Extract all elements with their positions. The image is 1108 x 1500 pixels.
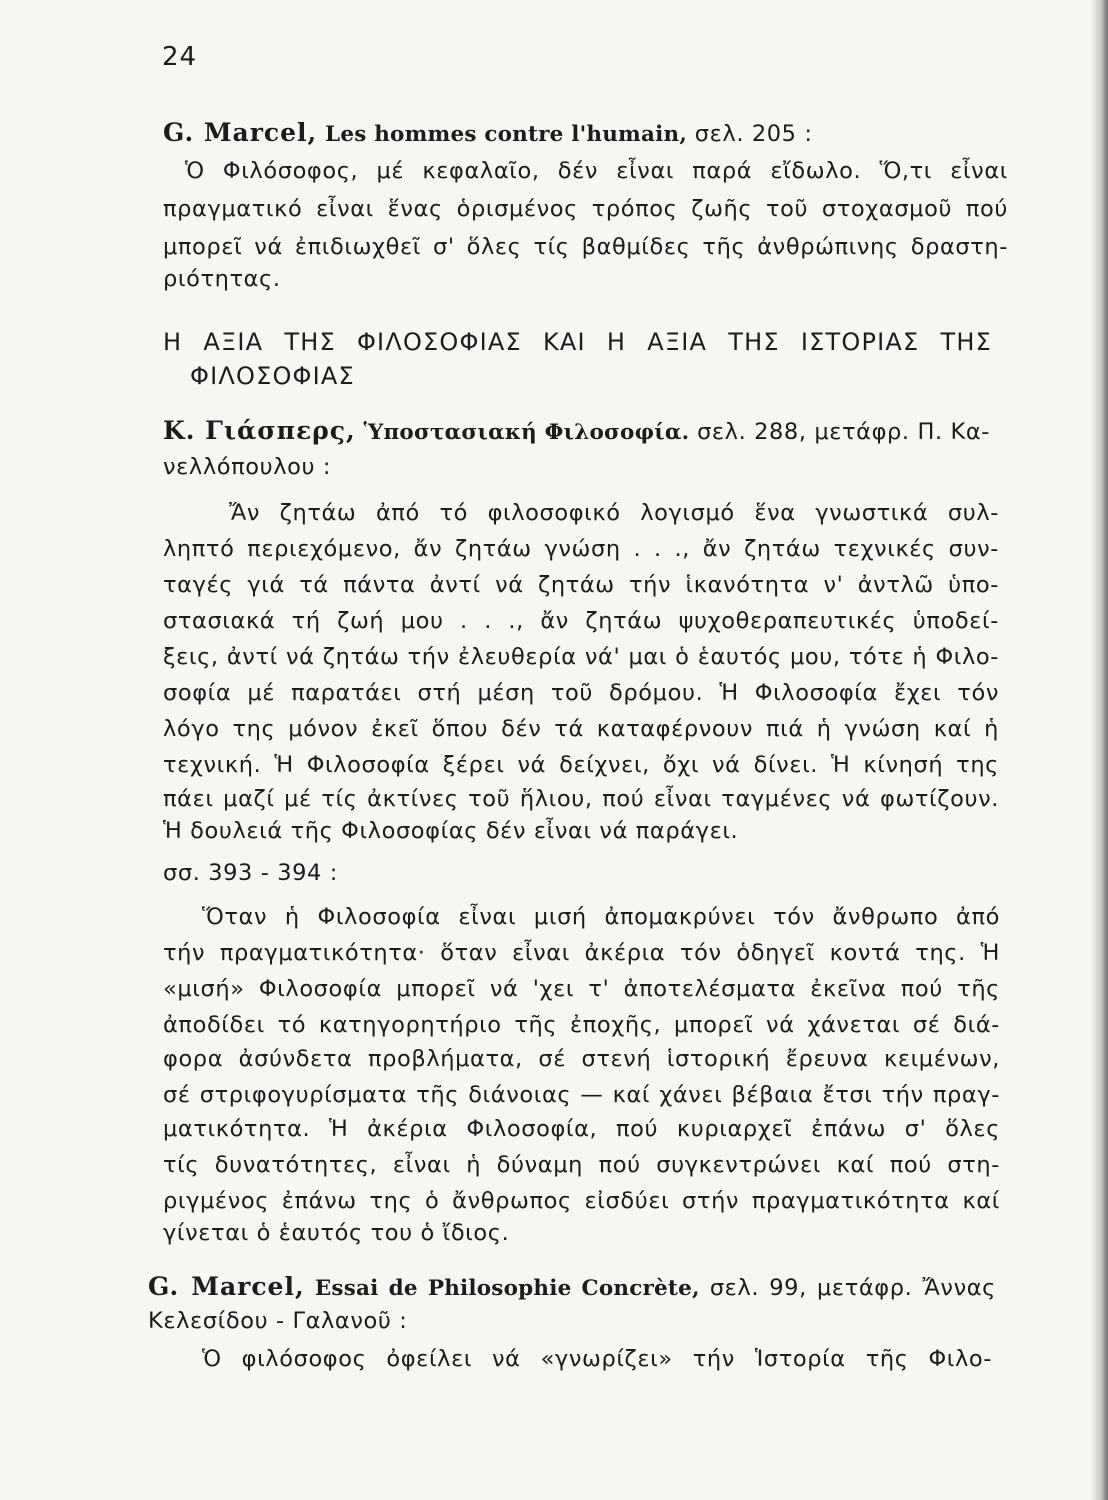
citation-work: Ὑποστασιακή Φιλοσοφία. (363, 420, 690, 445)
para2-line: τεχνική. Ἡ Φιλοσοφία ξέρει νά δείχνει, ὄχι νά δίνει. Ἡ κίνησή της (163, 752, 999, 778)
para2-line: ταγές γιά τά πάντα ἀντί νά ζητάω τήν ἱκανότητα ν' ἀντλῶ ὑπο- (163, 572, 999, 598)
citation-work: Essai de Philosophie Concrète, (314, 1276, 700, 1301)
section-heading: Η ΑΞΙΑ ΤΗΣ ΦΙΛΟΣΟΦΙΑΣ ΚΑΙ Η ΑΞΙΑ ΤΗΣ ΙΣΤΟΡΙΑΣ ΤΗΣ (163, 328, 992, 356)
para2-line: πάει μαζί μέ τίς ἀκτίνες τοῦ ἥλιου, πού εἶναι ταγμένες νά φωτίζουν. (163, 786, 999, 812)
section-heading-cont: ΦΙΛΟΣΟΦΙΑΣ (190, 362, 355, 390)
para3-line: ματικότητα. Ἡ ἀκέρια Φιλοσοφία, πού κυριαρχεῖ ἐπάνω σ' ὅλες (163, 1116, 1000, 1142)
para2-line: Ἄν ζητάω ἀπό τό φιλοσοφικό λογισμό ἕνα γνωστικά συλ- (229, 500, 999, 526)
para1-line: πραγματικό εἶναι ἕνας ὁρισμένος τρόπος ζωῆς τοῦ στοχασμοῦ πού (163, 196, 1008, 222)
citation-marcel-2 (148, 1274, 996, 1300)
citation-jaspers (163, 418, 988, 444)
para3-line: Ὅταν ἡ Φιλοσοφία εἶναι μισή ἀπομακρύνει τόν ἄνθρωπο ἀπό (202, 904, 1000, 930)
citation-ref: σελ. 288, μετάφρ. Π. Κα- (697, 419, 990, 445)
page-number: 24 (162, 42, 198, 72)
para1-line: ριότητας. (163, 266, 281, 292)
para2-line: σοφία μέ παρατάει στή μέση τοῦ δρόμου. Ἡ Φιλοσοφία ἔχει τόν (163, 680, 999, 706)
para3-line: ἀποδίδει τό κατηγορητήριο τῆς ἐποχῆς, μπορεῖ νά χάνεται σέ διά- (163, 1012, 1000, 1038)
citation-author: G. Marcel, (148, 1272, 305, 1301)
citation-ref: σελ. 205 : (694, 121, 813, 147)
para2-line: στασιακά τή ζωή μου . . ., ἄν ζητάω ψυχοθεραπευτικές ὑποδεί- (163, 608, 999, 634)
para3-line: τήν πραγματικότητα· ὅταν εἶναι ἀκέρια τόν ὁδηγεῖ κοντά της. Ἡ (163, 940, 1000, 966)
para2-line: ληπτό περιεχόμενο, ἄν ζητάω γνώση . . ., ἄν ζητάω τεχνικές συν- (163, 536, 999, 562)
citation-author: Κ. Γιάσπερς, (163, 416, 356, 445)
para3-line: γίνεται ὁ ἑαυτός του ὁ ἴδιος. (163, 1220, 510, 1246)
para3-line: ριγμένος ἐπάνω της ὁ ἄνθρωπος εἰσδύει στήν πραγματικότητα καί (163, 1188, 1000, 1214)
para2-line: Ἡ δουλειά τῆς Φιλοσοφίας δέν εἶναι νά παράγει. (163, 818, 739, 844)
citation-author: G. Marcel, (163, 118, 318, 147)
para4-line: Ὁ φιλόσοφος ὀφείλει νά «γνωρίζει» τήν Ἱστορία τῆς Φιλο- (202, 1346, 992, 1372)
citation-marcel-1 (163, 120, 813, 146)
para1-line: Ὁ Φιλόσοφος, μέ κεφαλαῖο, δέν εἶναι παρά εἴδωλο. Ὅ,τι εἶναι (185, 158, 1008, 184)
page-edge-shadow (1090, 0, 1108, 1500)
para2-line: λόγο της μόνον ἐκεῖ ὅπου δέν τά καταφέρνουν πιά ἡ γνώση καί ἡ (163, 716, 999, 742)
citation-ref-cont: Κελεσίδου - Γαλανοῦ : (148, 1308, 408, 1334)
citation-ref: σελ. 99, μετάφρ. Ἄννας (709, 1275, 996, 1301)
para3-line: «μισή» Φιλοσοφία μπορεῖ νά 'χει τ' ἀποτελέσματα ἐκεῖνα πού τῆς (163, 976, 1000, 1002)
citation-ref-cont: νελλόπουλου : (163, 454, 332, 480)
para3-line: τίς δυνατότητες, εἶναι ἡ δύναμη πού συγκεντρώνει καί πού στη- (163, 1152, 1000, 1178)
pages-ref: σσ. 393 - 394 : (163, 860, 338, 886)
para1-line: μπορεῖ νά ἐπιδιωχθεῖ σ' ὅλες τίς βαθμίδες τῆς ἀνθρώπινης δραστη- (163, 234, 1008, 260)
citation-work: Les hommes contre l'humain, (325, 122, 688, 147)
para3-line: σέ στριφογυρίσματα τῆς διάνοιας — καί χάνει βέβαια ἔτσι τήν πραγ- (163, 1082, 1000, 1108)
para2-line: ξεις, ἀντί νά ζητάω τήν ἐλευθερία νά' μαι ὁ ἑαυτός μου, τότε ἡ Φιλο- (163, 644, 999, 670)
para3-line: φορα ἀσύνδετα προβλήματα, σέ στενή ἱστορική ἔρευνα κειμένων, (163, 1046, 1000, 1072)
